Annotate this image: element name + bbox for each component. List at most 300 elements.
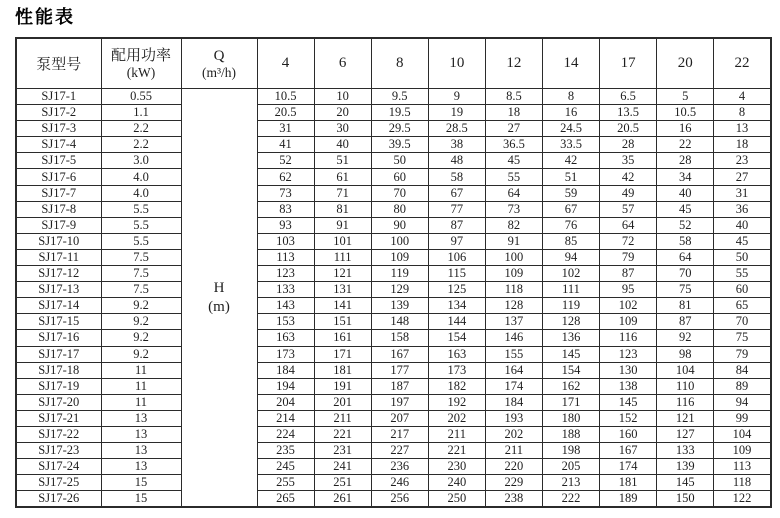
pump-model-cell: SJ17-8: [16, 201, 101, 217]
head-value-cell: 57: [600, 201, 657, 217]
head-value-cell: 73: [257, 185, 314, 201]
head-value-cell: 238: [485, 491, 542, 508]
head-value-cell: 89: [714, 378, 771, 394]
col-header-flow-value: 12: [485, 38, 542, 89]
head-value-cell: 31: [714, 185, 771, 201]
head-value-cell: 202: [428, 410, 485, 426]
head-value-cell: 220: [485, 459, 542, 475]
col-header-pump-model: 泵型号: [16, 38, 101, 89]
pump-model-cell: SJ17-1: [16, 89, 101, 105]
table-row: [16, 282, 771, 298]
head-value-cell: 240: [428, 475, 485, 491]
table-row: [16, 137, 771, 153]
head-value-cell: 154: [542, 362, 599, 378]
table-row: [16, 249, 771, 265]
head-value-cell: 131: [314, 282, 371, 298]
power-cell: 7.5: [101, 249, 181, 265]
head-value-cell: 110: [657, 378, 714, 394]
head-value-cell: 10.5: [657, 105, 714, 121]
table-row: [16, 185, 771, 201]
table-row: [16, 121, 771, 137]
power-cell: 9.2: [101, 330, 181, 346]
head-value-cell: 171: [542, 394, 599, 410]
pump-model-cell: SJ17-3: [16, 121, 101, 137]
head-value-cell: 214: [257, 410, 314, 426]
head-unit-cell: [181, 89, 257, 508]
head-value-cell: 50: [371, 153, 428, 169]
head-value-cell: 8: [542, 89, 599, 105]
head-value-cell: 235: [257, 443, 314, 459]
head-value-cell: 122: [714, 491, 771, 508]
power-cell: 9.2: [101, 298, 181, 314]
pump-model-cell: SJ17-25: [16, 475, 101, 491]
col-header-flow-value: 20: [657, 38, 714, 89]
head-value-cell: 139: [371, 298, 428, 314]
table-body: [16, 89, 771, 508]
pump-model-cell: SJ17-16: [16, 330, 101, 346]
head-value-cell: 145: [657, 475, 714, 491]
head-value-cell: 48: [428, 153, 485, 169]
power-cell: 2.2: [101, 137, 181, 153]
head-value-cell: 167: [371, 346, 428, 362]
pump-model-cell: SJ17-4: [16, 137, 101, 153]
pump-model-cell: SJ17-21: [16, 410, 101, 426]
head-value-cell: 8: [714, 105, 771, 121]
head-value-cell: 141: [314, 298, 371, 314]
table-row: [16, 233, 771, 249]
head-value-cell: 13.5: [600, 105, 657, 121]
head-value-cell: 80: [371, 201, 428, 217]
head-value-cell: 92: [657, 330, 714, 346]
power-cell: 9.2: [101, 314, 181, 330]
head-value-cell: 93: [257, 217, 314, 233]
pump-model-cell: SJ17-26: [16, 491, 101, 508]
head-value-cell: 164: [485, 362, 542, 378]
head-value-cell: 231: [314, 443, 371, 459]
head-value-cell: 158: [371, 330, 428, 346]
head-value-cell: 102: [600, 298, 657, 314]
head-value-cell: 221: [314, 426, 371, 442]
head-value-cell: 121: [657, 410, 714, 426]
head-value-cell: 36.5: [485, 137, 542, 153]
table-row: [16, 346, 771, 362]
head-value-cell: 18: [485, 105, 542, 121]
head-value-cell: 40: [314, 137, 371, 153]
head-value-cell: 222: [542, 491, 599, 508]
head-value-cell: 136: [542, 330, 599, 346]
table-row: [16, 330, 771, 346]
table-row: [16, 201, 771, 217]
head-value-cell: 119: [542, 298, 599, 314]
page-title: 性能表: [15, 7, 75, 27]
head-value-cell: 9.5: [371, 89, 428, 105]
head-value-cell: 205: [542, 459, 599, 475]
power-cell: 13: [101, 426, 181, 442]
head-value-cell: 192: [428, 394, 485, 410]
table-row: [16, 169, 771, 185]
pump-model-cell: SJ17-19: [16, 378, 101, 394]
power-cell: 11: [101, 394, 181, 410]
head-value-cell: 211: [314, 410, 371, 426]
head-value-cell: 145: [542, 346, 599, 362]
head-unit: (m): [208, 298, 230, 315]
head-value-cell: 113: [714, 459, 771, 475]
head-value-cell: 191: [314, 378, 371, 394]
head-value-cell: 31: [257, 121, 314, 137]
head-value-cell: 79: [714, 346, 771, 362]
table-row: [16, 378, 771, 394]
head-value-cell: 109: [714, 443, 771, 459]
head-value-cell: 67: [542, 201, 599, 217]
head-value-cell: 10: [314, 89, 371, 105]
head-value-cell: 155: [485, 346, 542, 362]
power-cell: 2.2: [101, 121, 181, 137]
head-value-cell: 62: [257, 169, 314, 185]
head-value-cell: 40: [714, 217, 771, 233]
head-value-cell: 245: [257, 459, 314, 475]
head-value-cell: 59: [542, 185, 599, 201]
head-symbol: H: [213, 279, 225, 296]
head-value-cell: 13: [714, 121, 771, 137]
head-value-cell: 75: [714, 330, 771, 346]
pump-model-cell: SJ17-11: [16, 249, 101, 265]
head-value-cell: 116: [657, 394, 714, 410]
head-value-cell: 150: [657, 491, 714, 508]
head-value-cell: 95: [600, 282, 657, 298]
head-value-cell: 64: [657, 249, 714, 265]
power-cell: 0.55: [101, 89, 181, 105]
pump-model-cell: SJ17-12: [16, 266, 101, 282]
head-value-cell: 154: [428, 330, 485, 346]
table-row: [16, 491, 771, 508]
head-value-cell: 181: [600, 475, 657, 491]
head-value-cell: 171: [314, 346, 371, 362]
head-value-cell: 65: [714, 298, 771, 314]
col-header-flow-value: 4: [257, 38, 314, 89]
head-value-cell: 236: [371, 459, 428, 475]
head-value-cell: 116: [600, 330, 657, 346]
head-value-cell: 173: [257, 346, 314, 362]
head-value-cell: 28.5: [428, 121, 485, 137]
head-value-cell: 30: [314, 121, 371, 137]
table-row: [16, 298, 771, 314]
head-value-cell: 138: [600, 378, 657, 394]
head-value-cell: 20.5: [257, 105, 314, 121]
head-value-cell: 130: [600, 362, 657, 378]
table-row: [16, 394, 771, 410]
power-cell: 7.5: [101, 266, 181, 282]
power-cell: 13: [101, 410, 181, 426]
head-value-cell: 5: [657, 89, 714, 105]
head-value-cell: 250: [428, 491, 485, 508]
head-value-cell: 40: [657, 185, 714, 201]
head-value-cell: 125: [428, 282, 485, 298]
head-value-cell: 109: [485, 266, 542, 282]
head-value-cell: 174: [485, 378, 542, 394]
head-value-cell: 29.5: [371, 121, 428, 137]
table-row: [16, 105, 771, 121]
head-value-cell: 128: [542, 314, 599, 330]
head-value-cell: 133: [257, 282, 314, 298]
head-value-cell: 33.5: [542, 137, 599, 153]
head-value-cell: 28: [600, 137, 657, 153]
head-value-cell: 19.5: [371, 105, 428, 121]
pump-model-cell: SJ17-20: [16, 394, 101, 410]
head-value-cell: 61: [314, 169, 371, 185]
table-row: [16, 153, 771, 169]
head-value-cell: 81: [657, 298, 714, 314]
pump-model-cell: SJ17-7: [16, 185, 101, 201]
head-value-cell: 197: [371, 394, 428, 410]
head-value-cell: 133: [657, 443, 714, 459]
head-value-cell: 211: [485, 443, 542, 459]
head-value-cell: 45: [485, 153, 542, 169]
head-value-cell: 111: [542, 282, 599, 298]
head-value-cell: 35: [600, 153, 657, 169]
col-header-flow-value: 14: [542, 38, 599, 89]
power-cell: 3.0: [101, 153, 181, 169]
table-row: [16, 410, 771, 426]
head-value-cell: 58: [657, 233, 714, 249]
head-value-cell: 184: [257, 362, 314, 378]
head-value-cell: 20: [314, 105, 371, 121]
col-header-flow-value: 6: [314, 38, 371, 89]
head-value-cell: 60: [371, 169, 428, 185]
head-value-cell: 143: [257, 298, 314, 314]
head-value-cell: 241: [314, 459, 371, 475]
head-value-cell: 16: [542, 105, 599, 121]
power-cell: 5.5: [101, 233, 181, 249]
col-header-flow-value: 17: [600, 38, 657, 89]
head-value-cell: 77: [428, 201, 485, 217]
head-value-cell: 193: [485, 410, 542, 426]
pump-model-cell: SJ17-23: [16, 443, 101, 459]
head-value-cell: 221: [428, 443, 485, 459]
pump-model-cell: SJ17-2: [16, 105, 101, 121]
head-value-cell: 139: [657, 459, 714, 475]
head-value-cell: 51: [314, 153, 371, 169]
table-row: [16, 89, 771, 105]
table-row: [16, 426, 771, 442]
head-value-cell: 24.5: [542, 121, 599, 137]
head-value-cell: 119: [371, 266, 428, 282]
pump-model-cell: SJ17-6: [16, 169, 101, 185]
power-cell: 4.0: [101, 169, 181, 185]
head-value-cell: 173: [428, 362, 485, 378]
head-value-cell: 4: [714, 89, 771, 105]
head-value-cell: 256: [371, 491, 428, 508]
pump-model-cell: SJ17-17: [16, 346, 101, 362]
head-value-cell: 91: [485, 233, 542, 249]
head-value-cell: 38: [428, 137, 485, 153]
head-value-cell: 79: [600, 249, 657, 265]
head-value-cell: 101: [314, 233, 371, 249]
pump-model-cell: SJ17-22: [16, 426, 101, 442]
head-value-cell: 123: [600, 346, 657, 362]
head-value-cell: 10.5: [257, 89, 314, 105]
head-value-cell: 102: [542, 266, 599, 282]
head-value-cell: 152: [600, 410, 657, 426]
head-value-cell: 34: [657, 169, 714, 185]
head-value-cell: 84: [714, 362, 771, 378]
head-value-cell: 52: [257, 153, 314, 169]
head-value-cell: 85: [542, 233, 599, 249]
head-value-cell: 98: [657, 346, 714, 362]
power-cell: 9.2: [101, 346, 181, 362]
head-value-cell: 211: [428, 426, 485, 442]
power-cell: 13: [101, 443, 181, 459]
head-value-cell: 163: [428, 346, 485, 362]
head-value-cell: 160: [600, 426, 657, 442]
head-value-cell: 151: [314, 314, 371, 330]
head-value-cell: 36: [714, 201, 771, 217]
head-value-cell: 145: [600, 394, 657, 410]
head-value-cell: 49: [600, 185, 657, 201]
head-value-cell: 104: [657, 362, 714, 378]
head-value-cell: 188: [542, 426, 599, 442]
head-value-cell: 230: [428, 459, 485, 475]
head-value-cell: 134: [428, 298, 485, 314]
head-value-cell: 194: [257, 378, 314, 394]
head-value-cell: 189: [600, 491, 657, 508]
head-value-cell: 246: [371, 475, 428, 491]
power-cell: 1.1: [101, 105, 181, 121]
head-value-cell: 144: [428, 314, 485, 330]
head-value-cell: 82: [485, 217, 542, 233]
table-row: [16, 217, 771, 233]
head-value-cell: 94: [714, 394, 771, 410]
head-value-cell: 265: [257, 491, 314, 508]
head-value-cell: 153: [257, 314, 314, 330]
head-value-cell: 111: [314, 249, 371, 265]
col-header-flow-value: 22: [714, 38, 771, 89]
head-value-cell: 70: [371, 185, 428, 201]
power-cell: 4.0: [101, 185, 181, 201]
head-value-cell: 204: [257, 394, 314, 410]
power-cell: 7.5: [101, 282, 181, 298]
table-row: [16, 443, 771, 459]
head-value-cell: 103: [257, 233, 314, 249]
head-value-cell: 71: [314, 185, 371, 201]
power-header-unit: (kW): [126, 65, 156, 80]
head-value-cell: 177: [371, 362, 428, 378]
head-value-cell: 27: [485, 121, 542, 137]
head-value-cell: 64: [600, 217, 657, 233]
head-value-cell: 121: [314, 266, 371, 282]
head-value-cell: 8.5: [485, 89, 542, 105]
pump-model-cell: SJ17-14: [16, 298, 101, 314]
pump-model-cell: SJ17-13: [16, 282, 101, 298]
power-cell: 11: [101, 378, 181, 394]
head-value-cell: 104: [714, 426, 771, 442]
head-value-cell: 41: [257, 137, 314, 153]
head-value-cell: 127: [657, 426, 714, 442]
col-header-flow-value: 10: [428, 38, 485, 89]
power-header-label: 配用功率: [110, 47, 171, 64]
power-cell: 11: [101, 362, 181, 378]
head-value-cell: 118: [485, 282, 542, 298]
head-value-cell: 23: [714, 153, 771, 169]
head-value-cell: 118: [714, 475, 771, 491]
head-value-cell: 75: [657, 282, 714, 298]
col-header-flow-q: [181, 38, 257, 89]
head-value-cell: 123: [257, 266, 314, 282]
header-row: [16, 38, 771, 89]
head-value-cell: 52: [657, 217, 714, 233]
head-value-cell: 100: [485, 249, 542, 265]
head-value-cell: 174: [600, 459, 657, 475]
power-cell: 5.5: [101, 201, 181, 217]
head-value-cell: 146: [485, 330, 542, 346]
head-value-cell: 55: [485, 169, 542, 185]
head-value-cell: 55: [714, 266, 771, 282]
head-value-cell: 202: [485, 426, 542, 442]
power-cell: 13: [101, 459, 181, 475]
performance-table: [15, 37, 772, 508]
head-value-cell: 64: [485, 185, 542, 201]
head-value-cell: 81: [314, 201, 371, 217]
head-value-cell: 207: [371, 410, 428, 426]
power-cell: 5.5: [101, 217, 181, 233]
head-value-cell: 39.5: [371, 137, 428, 153]
head-value-cell: 18: [714, 137, 771, 153]
q-header-unit: (m³/h): [201, 65, 237, 80]
head-value-cell: 261: [314, 491, 371, 508]
head-value-cell: 181: [314, 362, 371, 378]
head-value-cell: 28: [657, 153, 714, 169]
head-value-cell: 106: [428, 249, 485, 265]
head-value-cell: 94: [542, 249, 599, 265]
head-value-cell: 42: [600, 169, 657, 185]
table-row: [16, 362, 771, 378]
head-value-cell: 109: [371, 249, 428, 265]
head-value-cell: 255: [257, 475, 314, 491]
head-value-cell: 182: [428, 378, 485, 394]
table-row: [16, 459, 771, 475]
head-value-cell: 148: [371, 314, 428, 330]
head-value-cell: 45: [657, 201, 714, 217]
head-value-cell: 99: [714, 410, 771, 426]
pump-model-cell: SJ17-9: [16, 217, 101, 233]
head-value-cell: 22: [657, 137, 714, 153]
head-value-cell: 67: [428, 185, 485, 201]
head-value-cell: 162: [542, 378, 599, 394]
head-value-cell: 87: [657, 314, 714, 330]
pump-model-cell: SJ17-10: [16, 233, 101, 249]
head-value-cell: 76: [542, 217, 599, 233]
head-value-cell: 70: [657, 266, 714, 282]
pump-model-cell: SJ17-15: [16, 314, 101, 330]
head-value-cell: 198: [542, 443, 599, 459]
head-value-cell: 161: [314, 330, 371, 346]
pump-model-cell: SJ17-18: [16, 362, 101, 378]
head-value-cell: 20.5: [600, 121, 657, 137]
head-value-cell: 6.5: [600, 89, 657, 105]
head-value-cell: 72: [600, 233, 657, 249]
pump-model-cell: SJ17-24: [16, 459, 101, 475]
head-value-cell: 167: [600, 443, 657, 459]
head-value-cell: 16: [657, 121, 714, 137]
table-row: [16, 314, 771, 330]
power-cell: 15: [101, 475, 181, 491]
head-value-cell: 224: [257, 426, 314, 442]
head-value-cell: 73: [485, 201, 542, 217]
head-value-cell: 9: [428, 89, 485, 105]
head-value-cell: 184: [485, 394, 542, 410]
head-value-cell: 58: [428, 169, 485, 185]
head-value-cell: 83: [257, 201, 314, 217]
head-value-cell: 187: [371, 378, 428, 394]
